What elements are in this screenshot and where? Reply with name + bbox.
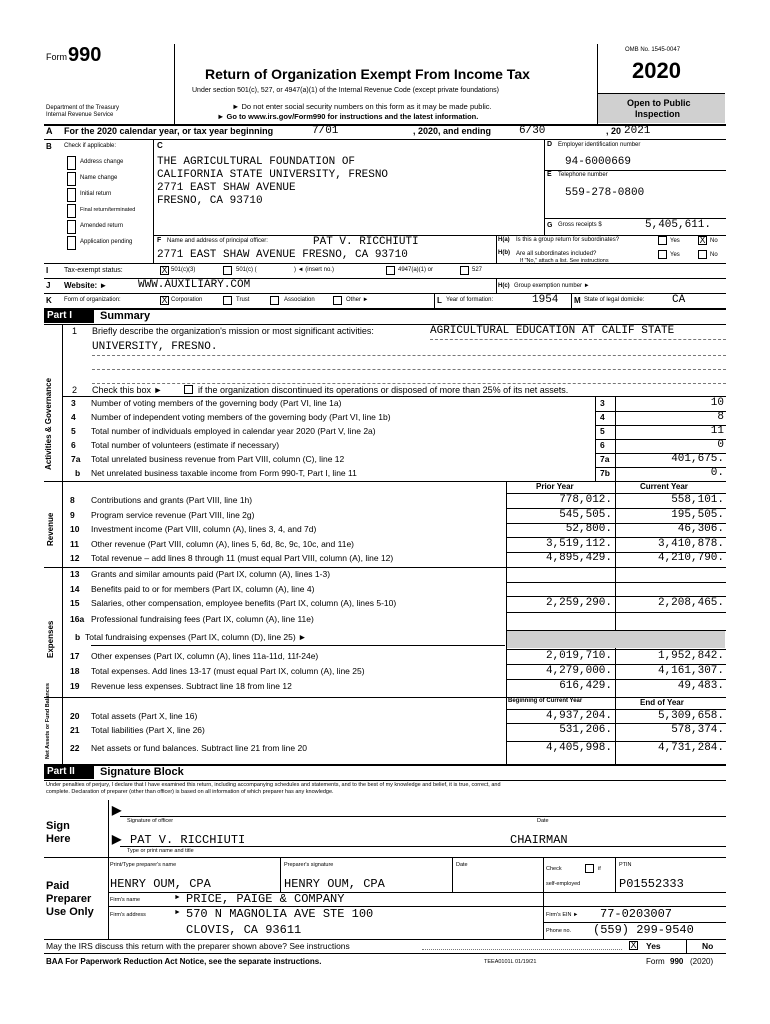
- hb-yes-checkbox[interactable]: [658, 250, 667, 259]
- revenue-prior-value: 4,895,429.: [545, 552, 612, 564]
- revenue-current-value: 46,306.: [677, 523, 724, 535]
- section-f-label: F: [157, 237, 162, 244]
- baa-notice: BAA For Paperwork Reduction Act Notice, see the separate instructions.: [46, 957, 322, 966]
- status-4947-checkbox[interactable]: [386, 266, 395, 275]
- org-other-checkbox[interactable]: [333, 296, 342, 305]
- firm-ein-value: 77-0203007: [600, 907, 673, 921]
- firm-name-arrow: ►: [174, 894, 181, 901]
- net-assets-sidebar: Net Assets or Fund Balances: [45, 683, 51, 759]
- gov-line-box: 7b: [600, 468, 610, 478]
- org-name-line-2: CALIFORNIA STATE UNIVERSITY, FRESNO: [157, 169, 389, 181]
- sign-arrow-2: ▶: [112, 832, 122, 846]
- gov-line-box: 5: [600, 426, 605, 436]
- gov-line-box: 4: [600, 412, 605, 422]
- gov-line-box: 6: [600, 440, 605, 450]
- hb-no-label: No: [710, 252, 718, 258]
- type-name-label: Type or print name and title: [127, 848, 194, 854]
- address-change-checkbox[interactable]: [67, 156, 76, 170]
- expense-line-text: Professional fundraising fees (Part IX, column (A), line 11e): [91, 614, 314, 624]
- prior-year-header: Prior Year: [536, 482, 574, 491]
- open-public-2: Inspection: [635, 109, 681, 119]
- initial-return-checkbox[interactable]: [67, 188, 76, 202]
- address-change-label: Address change: [80, 159, 124, 165]
- tax-year-begin: 7/01: [312, 125, 339, 137]
- firm-name-label: Firm's name: [110, 897, 141, 903]
- revenue-line-number: 10: [70, 524, 80, 534]
- org-address-line-1: 2771 EAST SHAW AVENUE: [157, 182, 296, 194]
- hb-no-checkbox[interactable]: [698, 250, 707, 259]
- expense-line-number: 16a: [70, 614, 85, 624]
- revenue-line-number: 9: [70, 510, 75, 520]
- section-c-label: C: [157, 141, 163, 150]
- principal-officer-name: PAT V. RICCHIUTI: [313, 236, 419, 248]
- net-assets-current-value: 4,731,284.: [657, 742, 724, 754]
- year-formation-label: Year of formation:: [446, 297, 494, 303]
- line-a-year-value: 2021: [624, 125, 651, 137]
- gov-line-value: 11: [710, 425, 724, 437]
- status-501c3-label: 501(c)(3): [171, 267, 196, 273]
- net-assets-prior-value: 4,937,204.: [545, 710, 612, 722]
- name-change-checkbox[interactable]: [67, 172, 76, 186]
- gross-receipts-label: Gross receipts $: [558, 222, 602, 228]
- net-assets-line-text: Total liabilities (Part X, line 26): [91, 725, 205, 735]
- firm-address-arrow: ►: [174, 909, 181, 916]
- application-pending-checkbox[interactable]: [67, 236, 76, 250]
- status-501c-label: 501(c) (: [236, 267, 257, 273]
- expense-line-text: Grants and similar amounts paid (Part IX, column (A), lines 1-3): [91, 569, 331, 579]
- revenue-current-value: 4,210,790.: [657, 552, 724, 564]
- org-association-label: Association: [284, 297, 315, 303]
- gov-line-number: b: [75, 468, 81, 478]
- preparer-ptin: P01552333: [619, 877, 684, 891]
- form-code: TEEA0101L 01/19/21: [484, 959, 537, 965]
- status-501c-checkbox[interactable]: [223, 266, 232, 275]
- revenue-line-number: 8: [70, 495, 75, 505]
- status-501c-insert: ) ◄ (insert no.): [294, 267, 334, 273]
- firm-name-value: PRICE, PAIGE & COMPANY: [186, 892, 345, 906]
- expenses-sidebar: Expenses: [46, 620, 55, 658]
- ha-label: H(a): [498, 237, 510, 243]
- net-assets-line-number: 21: [70, 725, 80, 735]
- org-name-line-1: THE AGRICULTURAL FOUNDATION OF: [157, 156, 356, 168]
- expense-line-text: Benefits paid to or for members (Part IX, column (A), line 4): [91, 584, 315, 594]
- expense-current-value: 49,483.: [677, 680, 724, 692]
- line2-text-a: Check this box ►: [92, 385, 163, 395]
- mission-line-1: AGRICULTURAL EDUCATION AT CALIF STATE: [430, 325, 675, 337]
- revenue-line-text: Investment income (Part VIII, column (A), lines 3, 4, and 7d): [91, 524, 317, 534]
- open-public-1: Open to Public: [627, 98, 691, 108]
- expense-prior-value: 4,279,000.: [545, 665, 612, 677]
- gov-line-number: 4: [71, 412, 76, 422]
- part1-tag: Part I: [44, 310, 94, 323]
- expense-line-text: Salaries, other compensation, employee benefits (Part IX, column (A), lines 5-10): [91, 598, 397, 608]
- use-only-label: Use Only: [46, 906, 94, 918]
- website-label: Website: ►: [64, 281, 108, 290]
- tax-year: 2020: [632, 58, 681, 83]
- expense-line-number: 17: [70, 651, 80, 661]
- revenue-prior-value: 545,505.: [559, 509, 612, 521]
- line-l-label: L: [437, 296, 442, 305]
- gov-line-number: 5: [71, 426, 76, 436]
- self-employed-header: self-employed: [546, 881, 581, 887]
- principal-officer-label: Name and address of principal officer:: [167, 238, 268, 244]
- check-if-applicable: Check if applicable:: [64, 143, 117, 149]
- status-527-label: 527: [472, 267, 483, 273]
- gross-receipts-value: 5,405,611.: [645, 219, 712, 231]
- boy-header: Beginning of Current Year: [508, 698, 583, 704]
- final-return-label: Final return/terminated: [80, 207, 136, 213]
- hb-yes-label: Yes: [670, 252, 680, 258]
- discuss-yes-checkbox[interactable]: X: [630, 940, 637, 950]
- gov-line-text: Number of independent voting members of the governing body (Part VI, line 1b): [91, 412, 391, 422]
- expense-line-number: 15: [70, 598, 80, 608]
- omb-number: OMB No. 1545-0047: [625, 47, 681, 53]
- ssn-warning: ► Do not enter social security numbers on this form as it may be made public.: [232, 102, 492, 111]
- hc-text: Group exemption number ►: [514, 283, 590, 289]
- revenue-current-value: 195,505.: [671, 509, 724, 521]
- gov-line-text: Total number of individuals employed in calendar year 2020 (Part V, line 2a): [91, 426, 376, 436]
- expense-current-value: 1,952,842.: [657, 650, 724, 662]
- gov-line-value: 401,675.: [671, 453, 724, 465]
- expense-current-value: 4,161,307.: [657, 665, 724, 677]
- revenue-current-value: 3,410,878.: [657, 538, 724, 550]
- eoy-header: End of Year: [640, 698, 684, 707]
- amended-return-label: Amended return: [80, 223, 124, 229]
- initial-return-label: Initial return: [80, 191, 112, 197]
- line-i-label: I: [46, 266, 49, 275]
- status-4947-label: 4947(a)(1) or: [398, 267, 434, 273]
- part2-tag: Part II: [44, 766, 94, 779]
- tax-exempt-status-label: Tax-exempt status:: [64, 267, 123, 274]
- form-title: Return of Organization Exempt From Income Tax: [205, 66, 530, 82]
- revenue-prior-value: 778,012.: [559, 494, 612, 506]
- activities-governance-sidebar: Activities & Governance: [44, 377, 53, 470]
- net-assets-current-value: 578,374.: [671, 724, 724, 736]
- org-corporation-checkbox[interactable]: X: [161, 295, 168, 305]
- line1-number: 1: [72, 326, 78, 336]
- ha-no-label: No: [710, 238, 718, 244]
- net-assets-line-number: 22: [70, 743, 80, 753]
- discuss-no-label: No: [702, 941, 714, 951]
- gov-line-number: 3: [71, 398, 76, 408]
- revenue-line-number: 12: [70, 553, 80, 563]
- expense-prior-value: 2,019,710.: [545, 650, 612, 662]
- sign-arrow-1: ▶: [112, 803, 122, 817]
- discuss-yes-label: Yes: [646, 941, 661, 951]
- status-527-checkbox[interactable]: [460, 266, 469, 275]
- revenue-line-text: Contributions and grants (Part VIII, line 1h): [91, 495, 253, 505]
- hb-label: H(b): [498, 250, 510, 256]
- year-formation-value: 1954: [532, 294, 559, 306]
- here-label: Here: [46, 833, 71, 845]
- net-assets-prior-value: 4,405,998.: [545, 742, 612, 754]
- expense-line-number: b: [75, 632, 81, 642]
- section-b-label: B: [46, 142, 52, 151]
- expense-line-text: Revenue less expenses. Subtract line 18 from line 12: [91, 681, 292, 691]
- revenue-prior-value: 3,519,112.: [545, 538, 612, 550]
- line2-text-b: if the organization discontinued its operations or disposed of more than 25% of its net assets.: [198, 385, 569, 395]
- section-e-label: E: [547, 171, 552, 178]
- line-a-label: A: [46, 126, 53, 136]
- section-g-label: G: [547, 222, 553, 229]
- revenue-line-text: Program service revenue (Part VIII, line 2g): [91, 510, 255, 520]
- tax-year-end: 6/30: [519, 125, 546, 137]
- line-a-year-prefix: , 20: [606, 126, 622, 136]
- hb-text-2: If "No," attach a list. See instructions: [520, 258, 609, 264]
- org-other-label: Other ►: [346, 297, 369, 303]
- preparer-name: HENRY OUM, CPA: [110, 877, 211, 891]
- part1-title: Summary: [100, 310, 151, 322]
- sign-label: Sign: [46, 820, 70, 832]
- ha-text: Is this a group return for subordinates?: [516, 237, 620, 243]
- form-of-org-label: Form of organization:: [64, 297, 121, 303]
- org-address-line-2: FRESNO, CA 93710: [157, 195, 263, 207]
- paid-label: Paid: [46, 880, 70, 892]
- net-assets-line-text: Net assets or fund balances. Subtract line 21 from line 20: [91, 743, 307, 753]
- gov-line-value: 0.: [710, 467, 724, 479]
- expense-prior-value: 2,259,290.: [545, 597, 612, 609]
- amended-return-checkbox[interactable]: [67, 220, 76, 234]
- gov-line-value: 8: [717, 411, 724, 423]
- firm-phone-label: Phone no.: [546, 928, 572, 934]
- ein-label: Employer identification number: [558, 142, 641, 148]
- form-subtitle: Under section 501(c), 527, or 4947(a)(1) of the Internal Revenue Code (except private foundations): [192, 87, 500, 94]
- line-a-text: For the 2020 calendar year, or tax year beginning: [64, 126, 274, 136]
- net-assets-line-number: 20: [70, 711, 80, 721]
- dept-treasury: Department of the Treasury: [46, 105, 120, 111]
- gov-line-number: 7a: [71, 454, 81, 464]
- expense-line-text: Total fundraising expenses (Part IX, column (D), line 25) ►: [85, 632, 307, 642]
- expense-current-value: 2,208,465.: [657, 597, 724, 609]
- form-word: Form: [46, 52, 67, 62]
- firm-address-line-1: 570 N MAGNOLIA AVE STE 100: [186, 907, 374, 921]
- net-assets-prior-value: 531,206.: [559, 724, 612, 736]
- gov-line-text: Net unrelated business taxable income from Form 990-T, Part I, line 11: [91, 468, 357, 478]
- preparer-name-header: Print/Type preparer's name: [110, 862, 177, 868]
- gov-line-number: 6: [71, 440, 76, 450]
- ptin-header: PTIN: [619, 862, 632, 868]
- state-domicile-label: State of legal domicile:: [584, 297, 645, 303]
- line2-number: 2: [72, 385, 78, 395]
- preparer-label: Preparer: [46, 893, 92, 905]
- gov-line-text: Total number of volunteers (estimate if necessary): [91, 440, 280, 450]
- firm-phone-value: (559) 299-9540: [593, 923, 694, 937]
- status-501c3-checkbox[interactable]: X: [161, 265, 168, 275]
- expense-line-text: Total expenses. Add lines 13-17 (must equal Part IX, column (A), line 25): [91, 666, 365, 676]
- preparer-sig-header: Preparer's signature: [284, 862, 334, 868]
- self-employed-checkbox[interactable]: [585, 864, 594, 873]
- ha-no-checkbox[interactable]: X: [699, 235, 706, 245]
- footer-form-year: (2020): [690, 957, 714, 966]
- phone-value: 559-278-0800: [565, 187, 645, 199]
- expense-line-text: Other expenses (Part IX, column (A), lines 11a-11d, 11f-24e): [91, 651, 319, 661]
- signature-officer-label: Signature of officer: [127, 818, 174, 824]
- irs-url-note: ► Go to www.irs.gov/Form990 for instructions and the latest information.: [217, 112, 479, 121]
- org-trust-label: Trust: [236, 297, 250, 303]
- gov-line-box: 3: [600, 398, 605, 408]
- form-number: 990: [68, 44, 102, 66]
- principal-officer-address: 2771 EAST SHAW AVENUE FRESNO, CA 93710: [157, 249, 408, 261]
- ha-yes-label: Yes: [670, 238, 680, 244]
- revenue-line-number: 11: [70, 539, 79, 549]
- phone-label: Telephone number: [558, 172, 608, 178]
- website-value[interactable]: WWW.AUXILIARY.COM: [138, 279, 251, 291]
- net-assets-current-value: 5,309,658.: [657, 710, 724, 722]
- ein-value: 94-6000669: [565, 156, 632, 168]
- firm-ein-label: Firm's EIN ►: [546, 912, 579, 918]
- revenue-line-text: Other revenue (Part VIII, column (A), lines 5, 6d, 8c, 9c, 10c, and 11e): [91, 539, 354, 549]
- ha-yes-checkbox[interactable]: [658, 236, 667, 245]
- line16b-shade: [507, 630, 725, 648]
- expense-line-number: 18: [70, 666, 80, 676]
- part2-title: Signature Block: [100, 766, 184, 778]
- footer-form-word: Form: [646, 957, 665, 966]
- application-pending-label: Application pending: [80, 239, 133, 245]
- section-d-label: D: [547, 141, 553, 148]
- org-association-checkbox[interactable]: [270, 296, 279, 305]
- irs-label: Internal Revenue Service: [46, 112, 114, 118]
- line-j-label: J: [46, 281, 51, 290]
- net-assets-line-text: Total assets (Part X, line 16): [91, 711, 198, 721]
- gov-line-text: Number of voting members of the governing body (Part VI, line 1a): [91, 398, 342, 408]
- mission-line-2: UNIVERSITY, FRESNO.: [92, 341, 218, 353]
- firm-address-line-2: CLOVIS, CA 93611: [186, 923, 302, 937]
- officer-title: CHAIRMAN: [510, 833, 568, 847]
- officer-name: PAT V. RICCHIUTI: [130, 833, 246, 847]
- state-domicile-value: CA: [672, 294, 686, 306]
- hc-label: H(c): [498, 283, 510, 289]
- preparer-date-header: Date: [456, 862, 468, 868]
- line-a-mid: , 2020, and ending: [413, 126, 492, 136]
- revenue-prior-value: 52,800.: [565, 523, 612, 535]
- expense-line-number: 14: [70, 584, 80, 594]
- org-trust-checkbox[interactable]: [223, 296, 232, 305]
- gov-line-value: 0: [717, 439, 724, 451]
- sign-date-label: Date: [537, 818, 549, 824]
- perjury-line-2: complete. Declaration of preparer (other than officer) is based on all information of which preparer has any knowledge.: [46, 789, 334, 795]
- firm-address-label: Firm's address: [110, 912, 146, 918]
- irs-discuss-text: May the IRS discuss this return with the preparer shown above? See instructions: [46, 941, 350, 951]
- expense-prior-value: 616,429.: [559, 680, 612, 692]
- final-return-checkbox[interactable]: [67, 204, 76, 218]
- hb-text-1: Are all subordinates included?: [516, 251, 597, 257]
- revenue-line-text: Total revenue – add lines 8 through 11 (must equal Part VIII, column (A), line 12): [91, 553, 394, 563]
- discontinued-checkbox[interactable]: [184, 385, 193, 394]
- preparer-signature: HENRY OUM, CPA: [284, 877, 385, 891]
- line1-text: Briefly describe the organization's mission or most significant activities:: [92, 326, 374, 336]
- name-change-label: Name change: [80, 175, 118, 181]
- revenue-sidebar: Revenue: [46, 512, 55, 546]
- gov-line-box: 7a: [600, 454, 610, 464]
- perjury-line-1: Under penalties of perjury, I declare that I have examined this return, including accompanying schedules and statements, and to the best of my knowledge and belief, it is true, correct, and: [46, 782, 501, 788]
- expense-line-number: 13: [70, 569, 80, 579]
- line-m-label: M: [574, 296, 581, 305]
- revenue-current-value: 558,101.: [671, 494, 724, 506]
- current-year-header: Current Year: [640, 482, 688, 491]
- org-corporation-label: Corporation: [171, 297, 203, 303]
- line-k-label: K: [46, 296, 52, 305]
- expense-line-number: 19: [70, 681, 80, 691]
- if-header: if: [598, 866, 601, 872]
- check-header: Check: [546, 866, 562, 872]
- gov-line-value: 10: [710, 397, 724, 409]
- footer-form-number: 990: [670, 957, 684, 966]
- gov-line-text: Total unrelated business revenue from Part VIII, column (C), line 12: [91, 454, 345, 464]
